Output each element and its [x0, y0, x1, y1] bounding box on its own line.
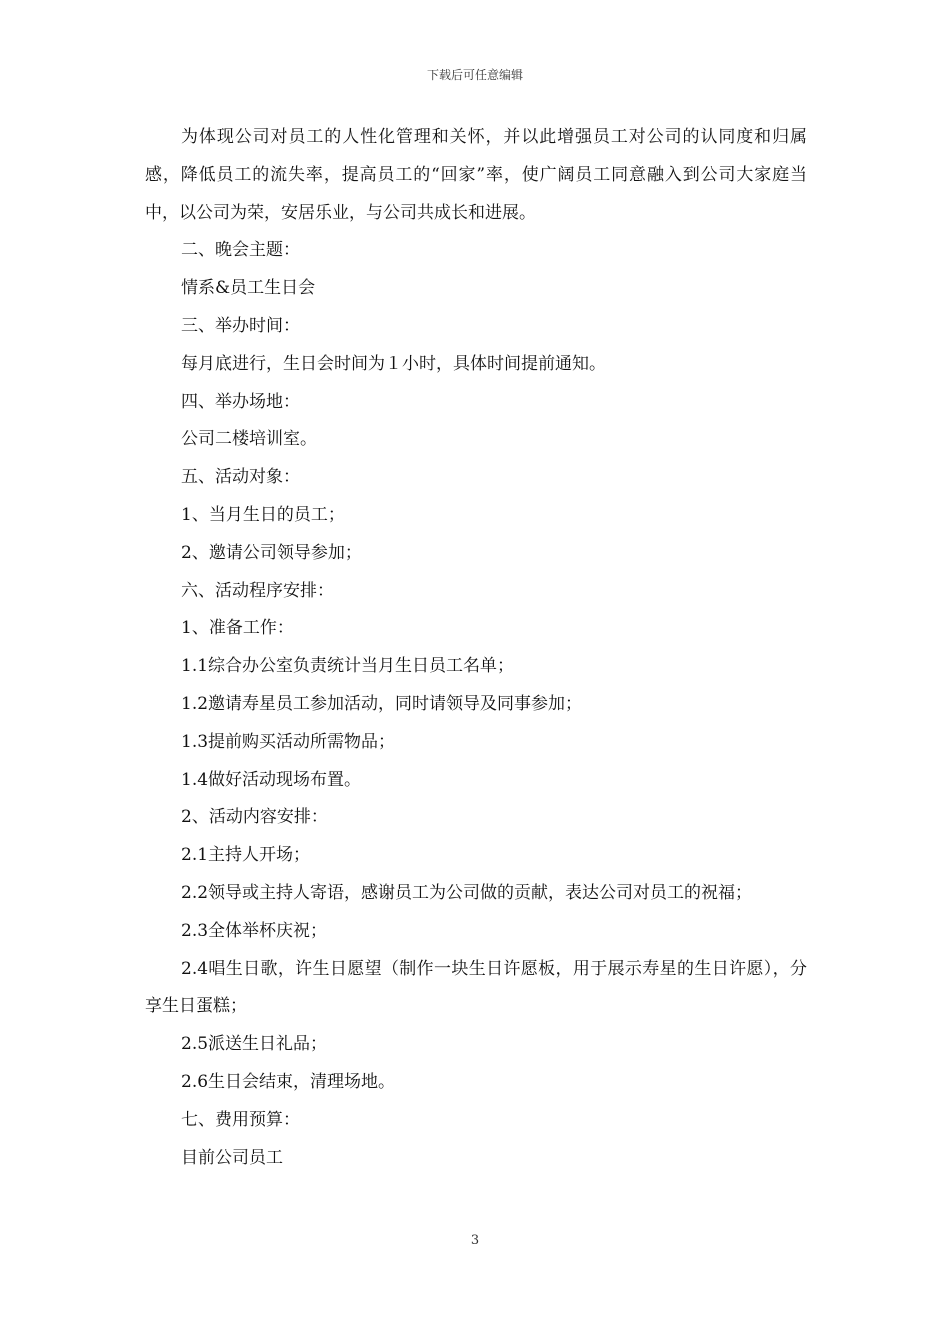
section-heading-program: 六、活动程序安排： [181, 580, 334, 601]
content-item-2: 2.2领导或主持人寄语，感谢员工为公司做的贡献，表达公司对员工的祝福； [181, 882, 753, 903]
prep-item-1: 1.1综合办公室负责统计当月生日员工名单； [181, 656, 515, 677]
content-item-4: 2.4唱生日歌，许生日愿望（制作一块生日许愿板，用于展示寿星的生日许愿），分享生日蛋糕； [145, 958, 807, 1017]
content-item-6: 2.6生日会结束，清理场地。 [181, 1071, 396, 1092]
audience-item-1: 1、当月生日的员工； [181, 504, 345, 525]
theme-text: 情系&员工生日会 [181, 278, 316, 299]
page-header: 下载后可任意编辑 [426, 68, 523, 82]
time-text: 每月底进行，生日会时间为１小时，具体时间提前通知。 [181, 353, 606, 374]
section-heading-theme: 二、晚会主题： [181, 240, 300, 261]
audience-item-2: 2、邀请公司领导参加； [181, 542, 362, 563]
document-body [145, 119, 807, 1177]
section-heading-audience: 五、活动对象： [181, 467, 300, 488]
section-heading-time: 三、举办时间： [181, 315, 300, 336]
venue-text: 公司二楼培训室。 [181, 429, 317, 450]
page-number: 3 [470, 1233, 480, 1248]
content-item-3: 2.3全体举杯庆祝； [181, 920, 328, 941]
section-heading-budget: 七、费用预算： [181, 1109, 300, 1130]
prep-item-2: 1.2邀请寿星员工参加活动，同时请领导及同事参加； [181, 693, 583, 714]
section-heading-venue: 四、举办场地： [181, 391, 300, 412]
prep-item-3: 1.3提前购买活动所需物品； [181, 731, 396, 752]
intro-paragraph: 为体现公司对员工的人性化管理和关怀，并以此增强员工对公司的认同度和归属感，降低员工的流失率，提高员工的“回家”率，使广阔员工同意融入到公司大家庭当中，以公司为荣，安居乐业，与公司共成长和进展。 [145, 127, 807, 223]
budget-text: 目前公司员工 [181, 1147, 283, 1168]
subheading-content: 2、活动内容安排： [181, 807, 328, 828]
prep-item-4: 1.4做好活动现场布置。 [181, 769, 362, 790]
subheading-preparation: 1、准备工作： [181, 618, 294, 639]
content-item-5: 2.5派送生日礼品； [181, 1034, 328, 1055]
content-item-1: 2.1主持人开场； [181, 845, 311, 866]
